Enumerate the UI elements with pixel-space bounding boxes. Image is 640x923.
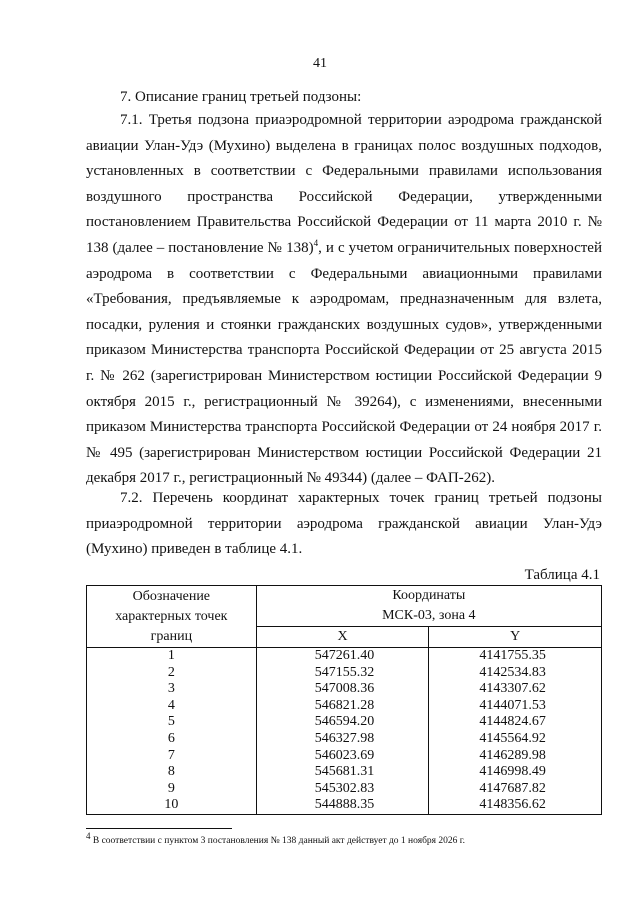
- y-coordinate: 4143307.62: [429, 681, 602, 698]
- coordinates-table: [86, 585, 602, 815]
- section-heading: 7. Описание границ третьей подзоны:: [120, 89, 362, 105]
- footnote-divider: [86, 828, 232, 829]
- table-row: [87, 648, 602, 665]
- x-coordinate: 547008.36: [256, 681, 429, 698]
- table-row: [87, 748, 602, 765]
- point-number: 6: [87, 731, 257, 748]
- x-coordinate: 547155.32: [256, 665, 429, 682]
- table-row: [87, 665, 602, 682]
- table-row: [87, 698, 602, 715]
- point-number: 10: [87, 797, 257, 814]
- point-number: 3: [87, 681, 257, 698]
- x-coordinate: 547261.40: [256, 648, 429, 665]
- x-coordinate: 546821.28: [256, 698, 429, 715]
- footnote-text: В соответствии с пунктом 3 постановления № 138 данный акт действует до 1 ноября 2026 г.: [90, 836, 465, 847]
- table-row: [87, 731, 602, 748]
- y-coordinate: 4142534.83: [429, 665, 602, 682]
- table-row: [87, 797, 602, 814]
- table-caption: Таблица 4.1: [524, 567, 600, 583]
- x-coordinate: 545681.31: [256, 764, 429, 781]
- x-coordinate: 546023.69: [256, 748, 429, 765]
- header-x: X: [256, 627, 429, 648]
- paragraph-7-2: 7.2. Перечень координат характерных точек границ третьей подзоны приаэродромной территории аэродрома гражданской авиации Улан-Удэ (Мухино) приведен в таблице 4.1.: [86, 490, 602, 558]
- point-number: 9: [87, 781, 257, 798]
- y-coordinate: 4141755.35: [429, 648, 602, 665]
- point-number: 7: [87, 748, 257, 765]
- y-coordinate: 4148356.62: [429, 797, 602, 814]
- point-number: 5: [87, 714, 257, 731]
- footnote: [86, 831, 465, 847]
- point-number: 8: [87, 764, 257, 781]
- y-coordinate: 4144071.53: [429, 698, 602, 715]
- header-coordinates: [256, 586, 601, 627]
- paragraph-7-1: [86, 108, 602, 492]
- x-coordinate: 544888.35: [256, 797, 429, 814]
- y-coordinate: 4147687.82: [429, 781, 602, 798]
- paragraph-7-1-part-b: , и с учетом ограничительных поверхностей аэродрома в соответствии с Федеральными авиационными правилами «Требования, предъявляемые к аэродромам, предназначенным для взлета, посадки, руления и стоянки гражданских воздушных судов», утвержденными приказом Министерства транспорта Российской Федерации от 25 августа 2015 г. № 262 (зарегистрирован Министерством юстиции Российской Федерации 9 октября 2015 г., регистрационный № 39264), с изменениями, внесенными приказом Министерства транспорта Российской Федерации от 24 ноября 2017 г. № 495 (зарегистрирован Министерством юстиции Российской Федерации 21 декабря 2017 г., регистрационный № 49344) (далее – ФАП-262).: [86, 239, 602, 487]
- footnote-number: 4: [86, 831, 91, 841]
- y-coordinate: 4144824.67: [429, 714, 602, 731]
- header-coordinate-system: МСК-03, зона 4: [382, 608, 476, 623]
- point-number: 2: [87, 665, 257, 682]
- y-coordinate: 4145564.92: [429, 731, 602, 748]
- footnote-reference: 4: [313, 237, 319, 248]
- table-row: [87, 781, 602, 798]
- paragraph-7-1-part-a: 7.1. Третья подзона приаэродромной территории аэродрома гражданской авиации Улан-Удэ (Мухино) выделена в границах полос воздушных подходов, установленных в соответствии с Федеральными правилами использования воздушного пространства Российской Федерации, утвержденными постановлением Правительства Российской Федерации от 11 марта 2010 г. № 138 (далее – постановление № 138): [86, 112, 602, 256]
- header-point-designation: Обозначение характерных точек границ: [87, 586, 257, 648]
- point-number: 4: [87, 698, 257, 715]
- page-number: 41: [313, 56, 327, 71]
- header-y: Y: [429, 627, 602, 648]
- table-row: [87, 764, 602, 781]
- x-coordinate: 545302.83: [256, 781, 429, 798]
- header-coordinates-title: Координаты: [392, 588, 466, 603]
- table-row: [87, 681, 602, 698]
- y-coordinate: 4146289.98: [429, 748, 602, 765]
- y-coordinate: 4146998.49: [429, 764, 602, 781]
- x-coordinate: 546327.98: [256, 731, 429, 748]
- point-number: 1: [87, 648, 257, 665]
- x-coordinate: 546594.20: [256, 714, 429, 731]
- table-row: [87, 714, 602, 731]
